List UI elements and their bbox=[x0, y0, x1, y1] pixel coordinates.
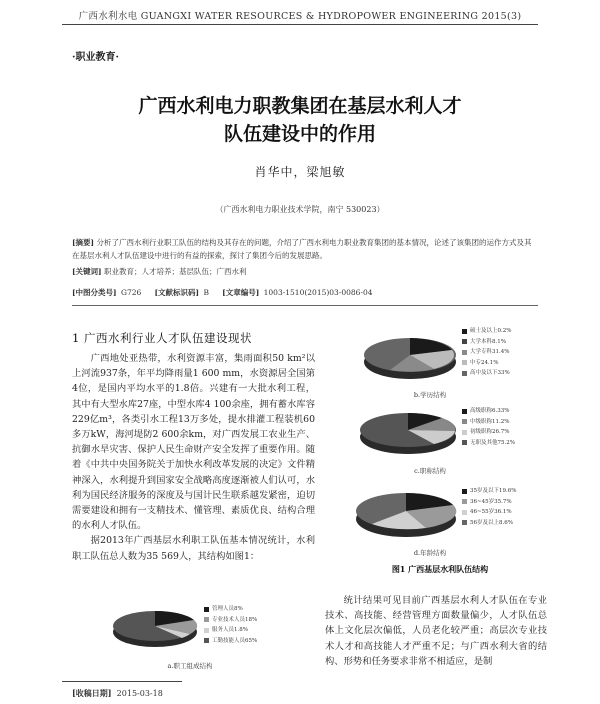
section-1-heading: 1 广西水利行业人才队伍建设现状 bbox=[72, 331, 252, 345]
paragraph-right: 统计结果可见目前广西基层水利人才队伍在专业技术、高技能、经营管理方面数量偏少，人才队伍总体上文化层次偏低，人员老化较严重；高层次专业技术人才和高技能人才严重不足；与广西水利大省的结构、形势和任务要求非常不相适应，是制 bbox=[325, 595, 547, 667]
keywords-label: [关键词] bbox=[72, 267, 102, 276]
legend-b-item: 大学专科31.4% bbox=[462, 347, 511, 358]
legend-b-item: 高中及以下33% bbox=[462, 368, 511, 379]
legend-c-item: 高级职称6.33% bbox=[462, 406, 515, 417]
legend-b-item: 中专24.1% bbox=[462, 358, 511, 369]
legend-d-item: 56岁及以上8.6% bbox=[462, 518, 516, 529]
legend-d-item: 46~55岁36.1% bbox=[462, 507, 516, 518]
header-rule bbox=[62, 24, 538, 25]
affiliation: （广西水利电力职业技术学院，南宁 530023） bbox=[215, 205, 385, 214]
paragraph-1: 广西地处亚热带，水利资源丰富，集雨面积50 km²以上河流937条，年平均降雨量1 600 mm，水资源居全国第4位，是国内平均水平的1.8倍。兴建有一大批水利工程，其中有大型水库27座，中型水库4 100余座，拥有蓄水库容229亿m³，各类引水工程13万多处，提水排灌工程装机60多万kW，海河堤防2 600余km，对广西发展工农业生产、抗御水旱灾害、保护人民生命财产安全发挥了重要作用。随着《中共中央国务院关于加快水利改革发展的决定》文件精神深入，水利提升到国家安全战略高度逐渐被人们认可，水利为国民经济服务的深度及与国计民生联系越发紧密，迫切需要建设和拥有一支精技术、懂管理、素质优良、结构合理的水利人才队伍。 bbox=[72, 353, 315, 532]
abstract-label: [摘要] bbox=[72, 238, 95, 247]
footer-rule bbox=[62, 681, 182, 682]
classification bbox=[72, 287, 538, 298]
legend-a bbox=[204, 604, 257, 646]
art-label: [文章编号] bbox=[222, 288, 260, 297]
figure-caption: 图1 广西基层水利队伍结构 bbox=[391, 564, 489, 574]
left-column-text bbox=[72, 351, 315, 564]
pie-chart-a bbox=[110, 602, 200, 650]
caption-a: a.职工组成结构 bbox=[167, 662, 213, 670]
pie-chart-b bbox=[360, 330, 460, 382]
legend-b bbox=[462, 326, 511, 379]
legend-a-item: 服务人员1.8% bbox=[204, 625, 257, 636]
authors: 肖华中，梁旭敏 bbox=[254, 165, 346, 179]
caption-c: c.职称结构 bbox=[414, 467, 446, 475]
legend-d-item: 36~45岁35.7% bbox=[462, 497, 516, 508]
keywords bbox=[72, 266, 538, 277]
legend-a-item: 管理人员8% bbox=[204, 604, 257, 615]
legend-b-item: 硕士及以上0.2% bbox=[462, 326, 511, 337]
caption-b: b.学历结构 bbox=[413, 391, 447, 399]
abstract-text: 分析了广西水利行业职工队伍的结构及其存在的问题，介绍了广西水利电力职业教育集团的基本情况，论述了该集团的运作方式及其在基层水利人才队伍建设中进行的有益的探索，探讨了集团今后的发展思路。 bbox=[72, 238, 532, 260]
legend-c-item: 中级职称11.2% bbox=[462, 417, 515, 428]
section-tag: ·职业教育· bbox=[72, 52, 119, 63]
legend-c-item: 初级职称26.7% bbox=[462, 427, 515, 438]
pie-chart-d bbox=[352, 483, 460, 541]
title-line-2: 队伍建设中的作用 bbox=[223, 123, 376, 145]
cls-value: G726 bbox=[121, 288, 142, 297]
title-line-1: 广西水利电力职教集团在基层水利人才 bbox=[138, 95, 462, 117]
received-label: [收稿日期] bbox=[72, 688, 112, 698]
keywords-text: 职业教育；人才培养；基层队伍；广西水利 bbox=[104, 267, 247, 276]
art-value: 1003-1510(2015)03-0086-04 bbox=[263, 288, 373, 297]
running-header: 广西水利水电 GUANGXI WATER RESOURCES & HYDROPOWER ENGINEERING 2015(3) bbox=[78, 11, 522, 22]
abstract-rule bbox=[72, 305, 538, 306]
article-title bbox=[70, 92, 530, 148]
paragraph-2: 据2013年广西基层水利职工队伍基本情况统计，水利职工队伍总人数为35 569人，其结构如图1： bbox=[72, 535, 315, 562]
legend-a-item: 专业技术人员18% bbox=[204, 615, 257, 626]
legend-a-item: 工勤技能人员65% bbox=[204, 636, 257, 647]
legend-c bbox=[462, 406, 515, 448]
doc-value: B bbox=[203, 288, 209, 297]
right-column-text bbox=[325, 593, 547, 669]
legend-c-item: 无职及其他75.2% bbox=[462, 438, 515, 449]
received-date bbox=[72, 688, 163, 699]
received-value: 2015-03-18 bbox=[116, 689, 163, 698]
cls-label: [中图分类号] bbox=[72, 288, 117, 297]
legend-d bbox=[462, 486, 516, 528]
legend-b-item: 大学本科8.1% bbox=[462, 337, 511, 348]
abstract bbox=[72, 236, 538, 262]
caption-d: d.年龄结构 bbox=[413, 549, 447, 557]
doc-label: [文献标识码] bbox=[154, 288, 200, 297]
pie-chart-c bbox=[356, 405, 460, 457]
legend-d-item: 35岁及以下19.6% bbox=[462, 486, 516, 497]
